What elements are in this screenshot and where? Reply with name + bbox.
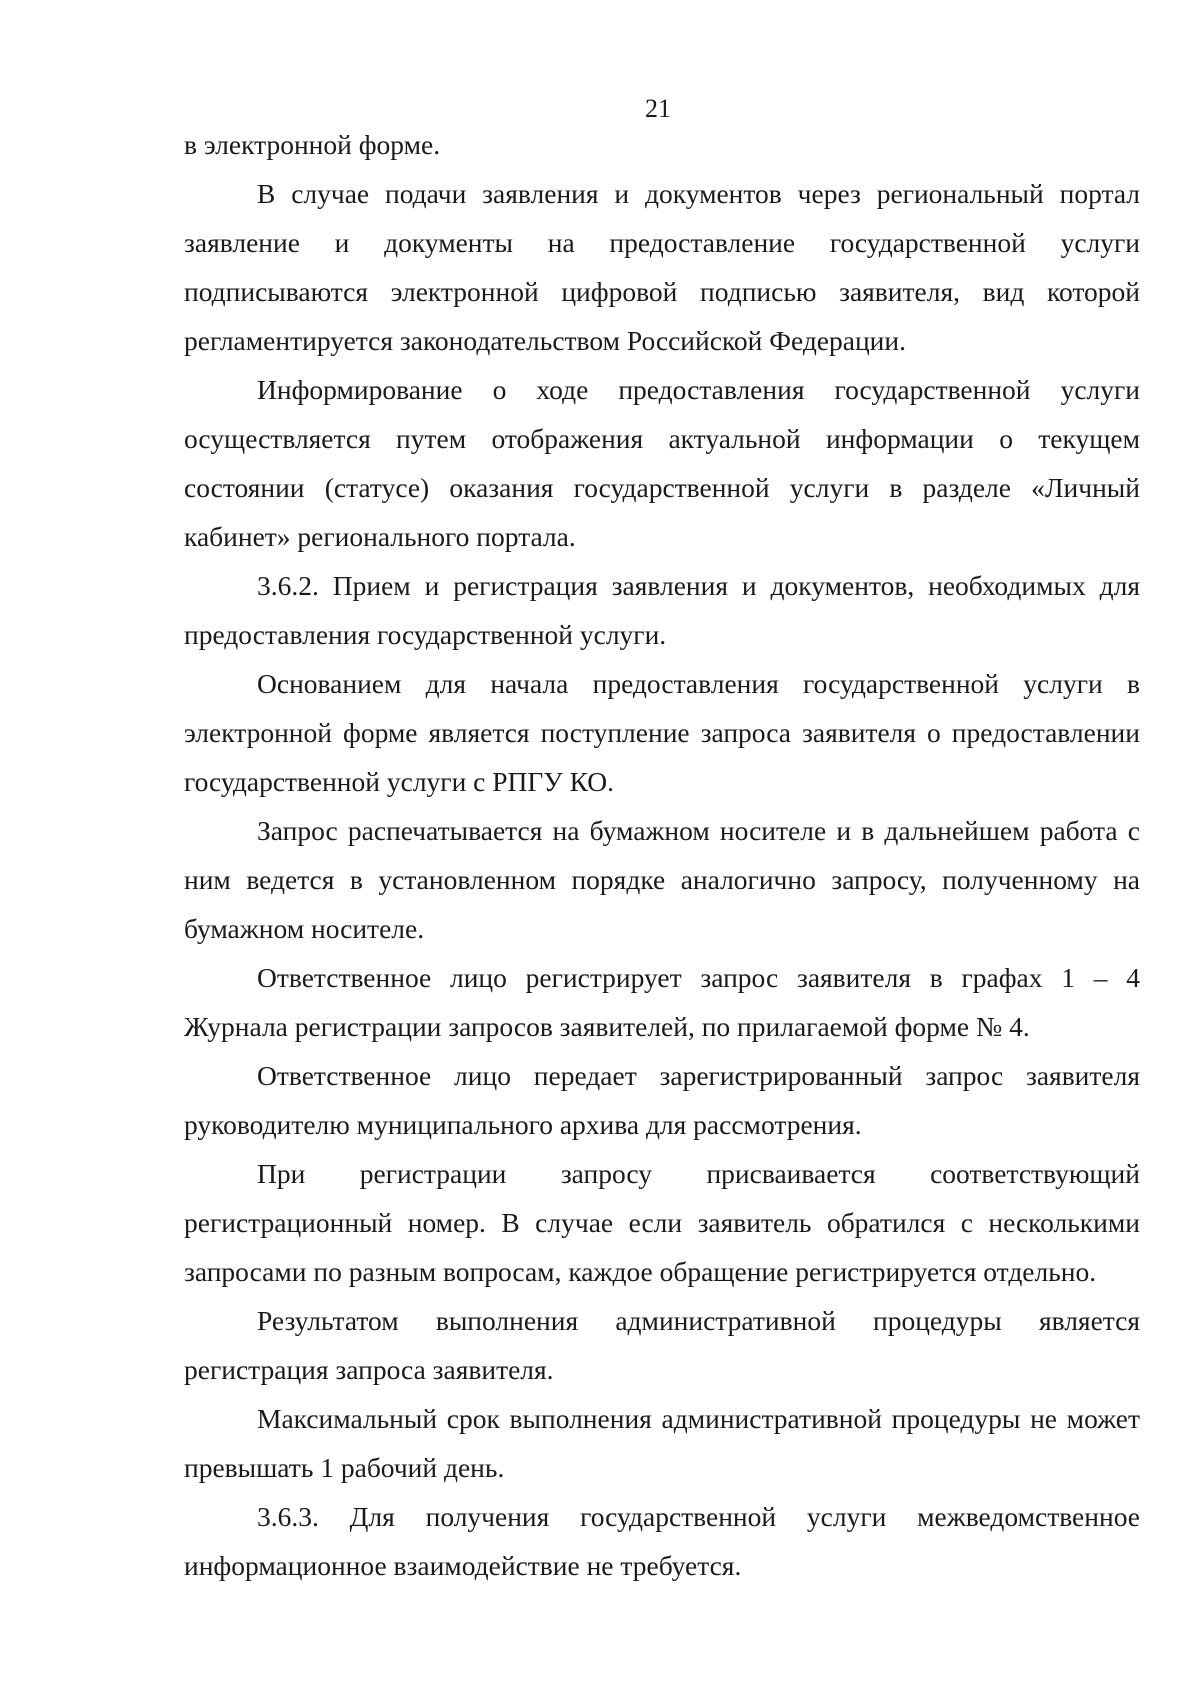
paragraph: Ответственное лицо передает зарегистрированный запрос заявителя руководителю муниципального архива для рассмотрения. xyxy=(184,1060,1140,1140)
paragraph: В случае подачи заявления и документов через региональный портал заявление и документы на предоставление государственной услуги подписываются электронной цифровой подписью заявителя, вид которой регламентируется законодательством Российской Федерации. xyxy=(184,178,1140,356)
paragraph: 3.6.3. Для получения государственной услуги межведомственное информационное взаимодействие не требуется. xyxy=(184,1501,1140,1581)
paragraph: Информирование о ходе предоставления государственной услуги осуществляется путем отображения актуальной информации о текущем состоянии (статусе) оказания государственной услуги в разделе «Личный кабинет» регионального портала. xyxy=(184,374,1140,552)
document-body xyxy=(184,120,1140,1590)
paragraph: Максимальный срок выполнения административной процедуры не может превышать 1 рабочий день. xyxy=(184,1403,1140,1483)
page-number: 21 xyxy=(645,94,671,123)
paragraph: Ответственное лицо регистрирует запрос заявителя в графах 1 – 4 Журнала регистрации запросов заявителей, по прилагаемой форме № 4. xyxy=(184,962,1140,1042)
paragraph: Основанием для начала предоставления государственной услуги в электронной форме является поступление запроса заявителя о предоставлении государственной услуги с РПГУ КО. xyxy=(184,668,1140,797)
paragraph: в электронной форме. xyxy=(184,129,441,160)
paragraph: Результатом выполнения административной процедуры является регистрация запроса заявителя. xyxy=(184,1305,1140,1385)
paragraph: При регистрации запросу присваивается соответствующий регистрационный номер. В случае если заявитель обратился с несколькими запросами по разным вопросам, каждое обращение регистрируется отдельно. xyxy=(184,1158,1140,1287)
paragraph: Запрос распечатывается на бумажном носителе и в дальнейшем работа с ним ведется в установленном порядке аналогично запросу, полученному на бумажном носителе. xyxy=(184,815,1140,944)
paragraph: 3.6.2. Прием и регистрация заявления и документов, необходимых для предоставления государственной услуги. xyxy=(184,570,1140,650)
